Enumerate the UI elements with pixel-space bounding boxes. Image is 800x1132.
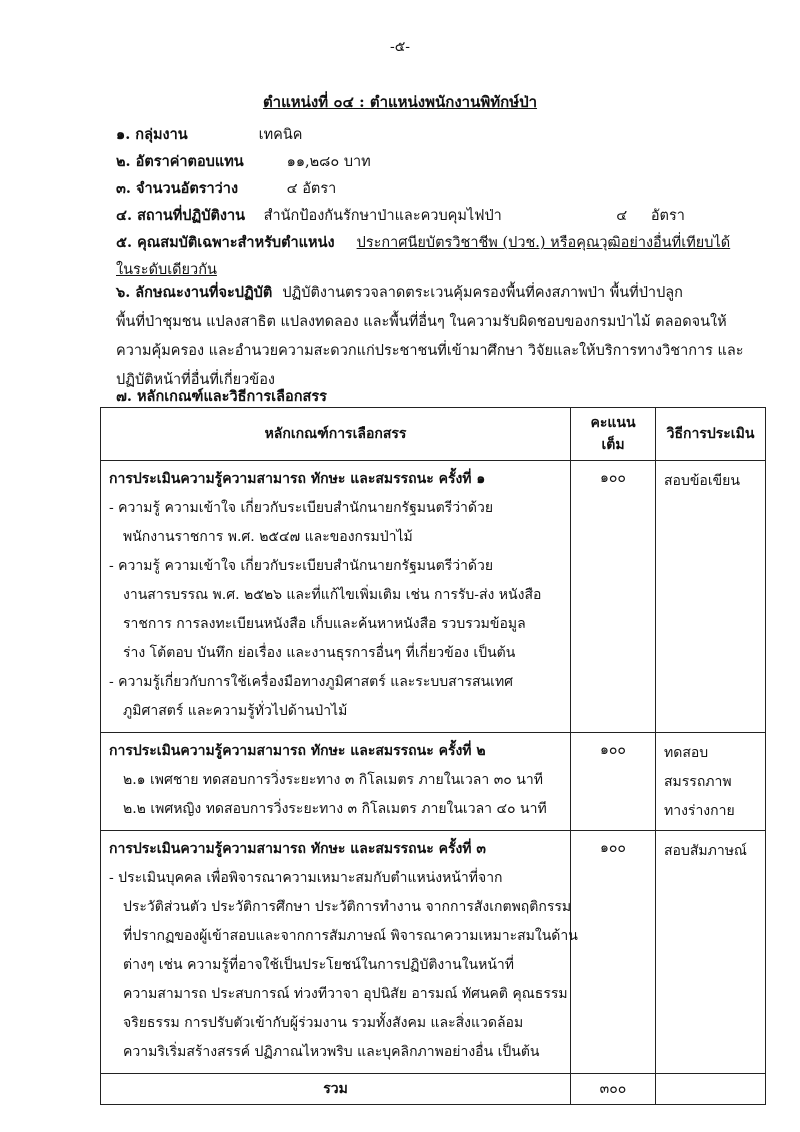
item-6-line-4: ปฏิบัติหน้าที่อื่นที่เกี่ยวข้อง — [116, 372, 275, 388]
item-3-label: ๓. จำนวนอัตราว่าง — [116, 180, 239, 197]
section-3-line-2: ประวัติส่วนตัว ประวัติการศึกษา ประวัติการทำงาน จากการสังเกตพฤติกรรม — [123, 899, 572, 915]
item-4-label: ๔. สถานที่ปฏิบัติงาน — [116, 207, 246, 224]
item-3 — [116, 177, 336, 200]
section-3-line-1: - ประเมินบุคคล เพื่อพิจารณาความเหมาะสมกับตำแหน่งหน้าที่จาก — [109, 870, 503, 886]
item-4-count: ๔ — [616, 208, 628, 224]
item-6-line-3: ความคุ้มครอง และอำนวยความสะดวกแก่ประชาชนที่เข้ามาศึกษา วิจัยและให้บริการทางวิชาการ และ — [116, 343, 744, 359]
position-heading: ตำแหน่งที่ ๐๔ : ตำแหน่งพนักงานพิทักษ์ป่า — [262, 93, 538, 111]
item-6-label: ๖. ลักษณะงานที่จะปฏิบัติ — [116, 284, 273, 301]
page-number: -๕- — [389, 39, 411, 55]
header-criteria: หลักเกณฑ์การเลือกสรร — [101, 408, 571, 461]
section-1-bullet-2-cont-1: งานสารบรรณ พ.ศ. ๒๕๒๖ และที่แก้ไขเพิ่มเติม เช่น การรับ-ส่ง หนังสือ — [123, 587, 542, 603]
section-1-bullet-1: - ความรู้ ความเข้าใจ เกี่ยวกับระเบียบสำนักนายกรัฐมนตรีว่าด้วย — [109, 500, 494, 516]
item-7-label: ๗. หลักเกณฑ์และวิธีการเลือกสรร — [116, 388, 327, 405]
item-1-label: ๑. กลุ่มงาน — [116, 126, 188, 143]
section-2-score: ๑๐๐ — [571, 733, 656, 831]
section-3-criteria — [101, 831, 578, 1074]
section-2-method-line-3: ทางร่างกาย — [664, 803, 735, 819]
section-2-method — [656, 733, 766, 831]
total-method-empty — [656, 1074, 766, 1105]
section-1-bullet-2-cont-2: ราชการ การลงทะเบียนหนังสือ เก็บและค้นหาหนังสือ รวบรวมข้อมูล — [123, 616, 526, 632]
header-score — [571, 408, 656, 461]
section-2-title: การประเมินความรู้ความสามารถ ทักษะ และสมรรถนะ ครั้งที่ ๒ — [109, 743, 486, 759]
item-4-value: สำนักป้องกันรักษาป่าและควบคุมไฟป่า — [263, 208, 502, 224]
section-3-line-4: ต่างๆ เช่น ความรู้ที่อาจใช้เป็นประโยชน์ในการปฏิบัติงานในหน้าที่ — [123, 957, 514, 973]
section-2-criteria — [101, 733, 571, 831]
item-5 — [116, 231, 730, 254]
section-2-method-line-2: สมรรถภาพ — [664, 774, 732, 790]
table-row — [101, 831, 766, 1074]
item-3-value: ๔ อัตรา — [286, 181, 337, 197]
item-5-continued: ในระดับเดียวกัน — [116, 262, 217, 278]
section-1-bullet-2-cont-3: ร่าง โต้ตอบ บันทึก ย่อเรื่อง และงานธุรการอื่นๆ ที่เกี่ยวข้อง เป็นต้น — [123, 645, 516, 661]
section-3-method: สอบสัมภาษณ์ — [656, 831, 766, 1074]
section-2-line-1: ๒.๑ เพศชาย ทดสอบการวิ่งระยะทาง ๓ กิโลเมตร ภายในเวลา ๓๐ นาที — [123, 772, 543, 788]
header-score-line-2: เต็ม — [601, 437, 625, 453]
item-6 — [116, 278, 766, 395]
section-2-method-line-1: ทดสอบ — [664, 745, 709, 761]
item-6-line-2: พื้นที่ป่าชุมชน แปลงสาธิต แปลงทดลอง และพื้นที่อื่นๆ ในความรับผิดชอบของกรมป่าไม้ ตลอดจนให้ — [116, 314, 727, 330]
item-6-line-1: ปฏิบัติงานตรวจลาดตระเวนคุ้มครองพื้นที่คงสภาพป่า พื้นที่ป่าปลูก — [282, 285, 683, 301]
section-1-bullet-3-cont: ภูมิศาสตร์ และความรู้ทั่วไปด้านป่าไม้ — [123, 703, 348, 719]
section-1-bullet-1-cont: พนักงานราชการ พ.ศ. ๒๕๔๗ และของกรมป่าไม้ — [123, 529, 413, 545]
header-score-line-1: คะแนน — [590, 415, 636, 431]
table-header-row — [101, 408, 766, 461]
total-label: รวม — [101, 1074, 571, 1105]
section-1-method: สอบข้อเขียน — [656, 461, 766, 733]
item-2 — [116, 150, 371, 173]
total-score: ๓๐๐ — [571, 1074, 656, 1105]
section-3-score: ๑๐๐ — [571, 831, 656, 1074]
section-3-title: การประเมินความรู้ความสามารถ ทักษะ และสมรรถนะ ครั้งที่ ๓ — [109, 841, 486, 857]
item-4 — [116, 204, 685, 227]
item-4-unit: อัตรา — [650, 208, 685, 224]
section-1-title: การประเมินความรู้ความสามารถ ทักษะ และสมรรถนะ ครั้งที่ ๑ — [109, 471, 486, 487]
item-5-value: ประกาศนียบัตรวิชาชีพ (ปวช.) หรือคุณวุฒิอย่างอื่นที่เทียบได้ — [356, 235, 731, 251]
table-row — [101, 461, 766, 733]
section-1-criteria — [101, 461, 571, 733]
item-2-value: ๑๑,๒๘๐ บาท — [286, 154, 371, 170]
criteria-table — [100, 407, 766, 1105]
section-3-line-7: ความริเริ่มสร้างสรรค์ ปฏิภาณไหวพริบ และบุคลิกภาพอย่างอื่น เป็นต้น — [123, 1044, 540, 1060]
section-1-score: ๑๐๐ — [571, 461, 656, 733]
item-2-label: ๒. อัตราค่าตอบแทน — [116, 153, 244, 170]
section-3-line-3: ที่ปรากฏของผู้เข้าสอบและจากการสัมภาษณ์ พิจารณาความเหมาะสมในด้าน — [123, 928, 578, 944]
section-3-line-5: ความสามารถ ประสบการณ์ ท่วงทีวาจา อุปนิสัย อารมณ์ ทัศนคติ คุณธรรม — [123, 986, 568, 1002]
header-method: วิธีการประเมิน — [656, 408, 766, 461]
item-1 — [116, 123, 302, 146]
table-row — [101, 733, 766, 831]
section-3-line-6: จริยธรรม การปรับตัวเข้ากับผู้ร่วมงาน รวมทั้งสังคม และสิ่งแวดล้อม — [123, 1015, 524, 1031]
item-5-label: ๕. คุณสมบัติเฉพาะสำหรับตำแหน่ง — [116, 234, 335, 251]
table-total-row — [101, 1074, 766, 1105]
section-1-bullet-2: - ความรู้ ความเข้าใจ เกี่ยวกับระเบียบสำนักนายกรัฐมนตรีว่าด้วย — [109, 558, 494, 574]
item-1-value: เทคนิค — [258, 127, 303, 143]
section-1-bullet-3: - ความรู้เกี่ยวกับการใช้เครื่องมือทางภูมิศาสตร์ และระบบสารสนเทศ — [109, 674, 514, 690]
section-2-line-2: ๒.๒ เพศหญิง ทดสอบการวิ่งระยะทาง ๓ กิโลเมตร ภายในเวลา ๔๐ นาที — [123, 801, 547, 817]
